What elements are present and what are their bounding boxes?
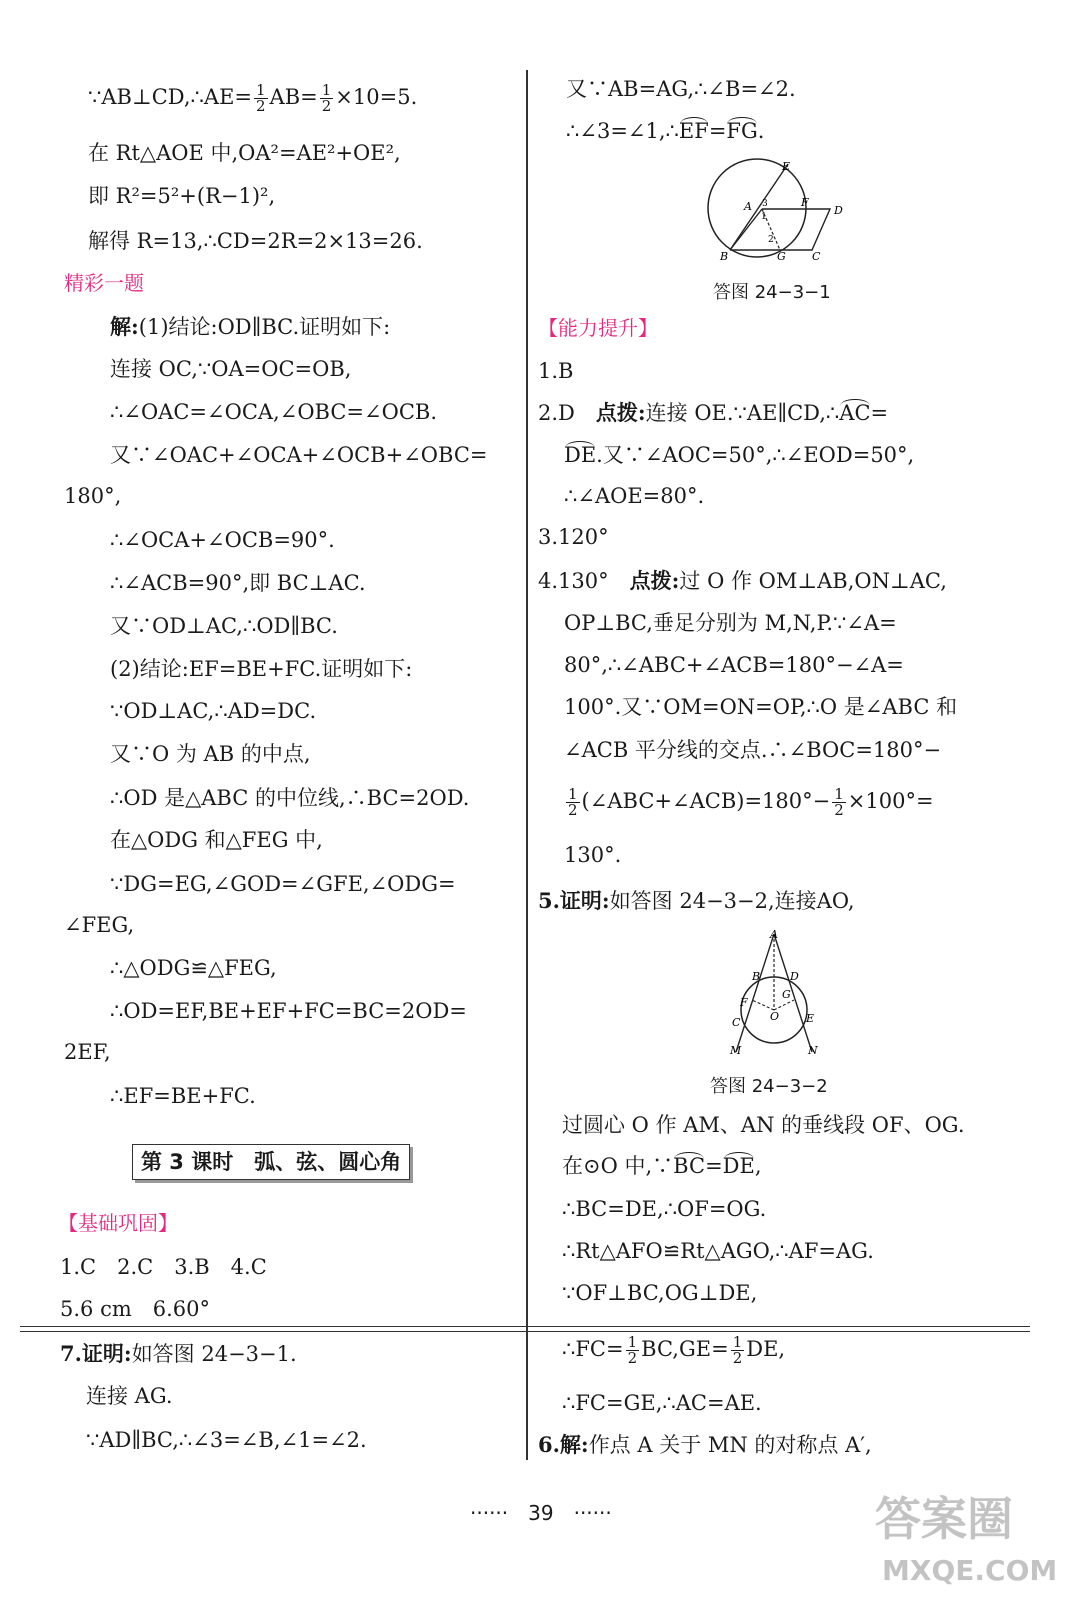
right-a16: ∴BC=DE,∴OF=OG. (562, 1197, 767, 1221)
fig1-label-f: F (801, 196, 809, 209)
text: AB= (269, 85, 318, 109)
right-a19 (562, 1334, 785, 1366)
figure-24-3-1 (700, 158, 860, 268)
left-line-4: 解得 R=13,∴CD=2R=2×13=26. (88, 229, 423, 253)
right-a20: ∴FC=GE,∴AC=AE. (562, 1391, 762, 1415)
left-line-16: ∴OD 是△ABC 的中位线,∴BC=2OD. (110, 786, 470, 810)
right-a6 (538, 566, 947, 596)
frac-num: 1 (732, 1333, 743, 1351)
answers-5-6: 5.6 cm 6.60° (60, 1297, 211, 1321)
left-line-26: ∵AD∥BC,∴∠3=∠B,∠1=∠2. (86, 1428, 367, 1452)
text: = (708, 119, 727, 143)
fig2-label-d: D (790, 970, 799, 983)
text: 2.D (538, 401, 596, 425)
fig1-parallelogram (730, 209, 830, 250)
fraction (254, 83, 268, 114)
fig2-label-e: E (806, 1012, 815, 1025)
right-a3 (564, 440, 914, 470)
fraction (566, 787, 580, 818)
text: ∵AB⊥CD,∴AE= (88, 85, 252, 109)
left-line-25: 连接 AG. (86, 1384, 173, 1408)
ability-section-title: 【能力提升】 (538, 316, 658, 340)
text: ×10=5. (335, 85, 418, 109)
right-a7: OP⊥BC,垂足分别为 M,N,P.∵∠A= (564, 611, 897, 635)
bottom-rule (20, 1326, 1030, 1332)
left-line-15: 又∵O 为 AB 的中点, (110, 742, 311, 766)
column-divider (526, 70, 528, 1460)
frac-den: 2 (732, 1349, 743, 1367)
proof-label: 5.证明: (538, 888, 610, 913)
right-a13 (538, 886, 855, 916)
left-line-10: ∴∠OCA+∠OCB=90°. (110, 528, 335, 552)
highlight-title: 精彩一题 (64, 271, 144, 295)
left-line-2: 在 Rt△AOE 中,OA²=AE²+OE², (88, 141, 401, 165)
left-line-3: 即 R²=5²+(R−1)², (88, 184, 276, 208)
arc-ef: EF (679, 116, 709, 146)
proof-label: 7.证明: (60, 1341, 132, 1366)
fig1-label-e: E (782, 160, 791, 173)
text: 4.130° (538, 569, 630, 593)
svg-text:MXQE.COM: MXQE.COM (882, 1554, 1058, 1587)
frac-den: 2 (321, 97, 332, 115)
fig1-label-2: 2 (768, 235, 774, 245)
left-line-22: 2EF, (64, 1040, 111, 1064)
left-line-11: ∴∠ACB=90°,即 BC⊥AC. (110, 571, 366, 595)
fig2-label-g: G (782, 988, 791, 1001)
right-a12: 130°. (564, 843, 622, 867)
left-line-19: ∠FEG, (64, 913, 135, 937)
text: 如答图 24−3−1. (131, 1342, 297, 1366)
right-line-2 (566, 116, 764, 146)
frac-num: 1 (627, 1333, 638, 1351)
svg-text:答案圈: 答案圈 (875, 1492, 1013, 1546)
right-a17: ∴Rt△AFO≌Rt△AGO,∴AF=AG. (562, 1239, 874, 1263)
fig1-label-c: C (812, 250, 821, 263)
frac-num: 1 (834, 785, 844, 803)
text: , (754, 1154, 762, 1178)
fig1-line-be (730, 164, 788, 250)
fig2-caption: 答图 24−3−2 (710, 1076, 828, 1097)
fig1-circle (708, 159, 806, 257)
fig2-label-b: B (752, 970, 761, 983)
right-a4: ∴∠AOE=80°. (564, 484, 705, 508)
answers-1-4: 1.C 2.C 3.B 4.C (60, 1255, 267, 1279)
left-line-8: 又∵∠OAC+∠OCA+∠OCB+∠OBC= (110, 443, 488, 467)
text: . (757, 119, 765, 143)
fig2-line-of (752, 1000, 774, 1010)
solution-label: 解: (110, 314, 139, 339)
right-a2 (538, 398, 888, 428)
watermark-logo (870, 1480, 1060, 1590)
left-line-6: 连接 OC,∵OA=OC=OB, (110, 357, 352, 381)
frac-den: 2 (568, 801, 578, 819)
fig1-caption: 答图 24−3−1 (713, 282, 831, 303)
frac-den: 2 (256, 97, 266, 115)
fig1-label-b: B (720, 250, 729, 263)
hint-label: 点拨: (629, 568, 680, 593)
fig1-label-a: A (744, 200, 752, 213)
left-line-1 (88, 82, 417, 114)
figure-24-3-2 (722, 928, 832, 1058)
left-line-12: 又∵OD⊥AC,∴OD∥BC. (110, 614, 338, 638)
fraction (832, 787, 846, 818)
right-a1: 1.B (538, 359, 574, 383)
fig1-label-3: 3 (762, 199, 768, 209)
arc-bc: BC (673, 1151, 705, 1181)
left-line-17: 在△ODG 和△FEG 中, (110, 828, 323, 852)
text: 过 O 作 OM⊥AB,ON⊥AC, (679, 569, 947, 593)
text: = (870, 401, 889, 425)
fig2-line-og (774, 1000, 794, 1010)
fig2-label-f: F (740, 996, 748, 1009)
fig2-line-am (736, 934, 774, 1052)
frac-den: 2 (834, 801, 844, 819)
fraction (320, 83, 334, 114)
fig2-label-o: O (770, 1010, 780, 1023)
right-a15 (562, 1151, 762, 1181)
right-a9: 100°.又∵OM=ON=OP,∴O 是∠ABC 和 (564, 695, 958, 719)
right-a14: 过圆心 O 作 AM、AN 的垂线段 OF、OG. (562, 1113, 965, 1137)
frac-num: 1 (568, 785, 578, 803)
right-a21 (538, 1430, 872, 1460)
text: 连接 OE.∵AE∥CD,∴ (645, 401, 840, 425)
fig1-label-1: 1 (761, 212, 767, 222)
basic-section-title: 【基础巩固】 (58, 1211, 178, 1235)
text: 作点 A 关于 MN 的对称点 A′, (588, 1433, 872, 1457)
left-line-20: ∴△ODG≌△FEG, (110, 956, 277, 980)
page-number: ······ 39 ······ (470, 1501, 612, 1525)
left-line-13: (2)结论:EF=BE+FC.证明如下: (110, 657, 413, 681)
text: (1)结论:OD∥BC.证明如下: (138, 315, 391, 339)
text: 如答图 24−3−2,连接AO, (609, 889, 855, 913)
text: ∴FC= (562, 1337, 624, 1361)
fig1-label-d: D (834, 204, 843, 217)
frac-den: 2 (627, 1349, 638, 1367)
text: ×100°= (847, 789, 934, 813)
fig2-line-an (774, 934, 815, 1052)
hint-label: 点拨: (595, 400, 646, 425)
text: BC,GE= (641, 1337, 729, 1361)
left-line-24 (60, 1339, 297, 1369)
right-a5: 3.120° (538, 525, 609, 549)
fraction (626, 1335, 640, 1366)
right-a11 (564, 786, 934, 818)
text: = (705, 1154, 723, 1178)
left-line-23: ∴EF=BE+FC. (110, 1084, 256, 1108)
fig2-label-m: M (730, 1044, 742, 1057)
text: 在⊙O 中,∵ (562, 1154, 674, 1178)
text: DE, (746, 1337, 786, 1361)
frac-num: 1 (321, 81, 332, 99)
arc-de: DE (564, 440, 596, 470)
text: .又∵∠AOC=50°,∴∠EOD=50°, (596, 443, 915, 467)
left-line-9: 180°, (64, 484, 122, 508)
fraction (731, 1335, 745, 1366)
left-line-14: ∵OD⊥AC,∴AD=DC. (110, 699, 317, 723)
solution-label: 6.解: (538, 1432, 589, 1457)
fig2-label-c: C (732, 1016, 741, 1029)
frac-num: 1 (256, 81, 266, 99)
arc-de: DE (723, 1151, 755, 1181)
left-line-7: ∴∠OAC=∠OCA,∠OBC=∠OCB. (110, 400, 438, 424)
left-line-18: ∵DG=EG,∠GOD=∠GFE,∠ODG= (110, 872, 456, 896)
text: ∴∠3=∠1,∴ (566, 119, 679, 143)
right-a10: ∠ACB 平分线的交点.∴∠BOC=180°− (564, 738, 942, 762)
text: (∠ABC+∠ACB)=180°− (581, 789, 831, 813)
right-a18: ∵OF⊥BC,OG⊥DE, (562, 1281, 758, 1305)
lesson-title: 第 3 课时 弧、弦、圆心角 (132, 1144, 410, 1180)
arc-fg: FG (726, 116, 757, 146)
fig2-label-a: A (770, 928, 778, 941)
arc-ac: AC (839, 398, 870, 428)
fig2-label-n: N (808, 1044, 818, 1057)
right-line-1: 又∵AB=AG,∴∠B=∠2. (566, 77, 796, 101)
left-line-21: ∴OD=EF,BE+EF+FC=BC=2OD= (110, 999, 467, 1023)
fig1-label-g: G (777, 250, 786, 263)
right-a8: 80°,∴∠ABC+∠ACB=180°−∠A= (564, 653, 904, 677)
left-line-5 (110, 312, 390, 342)
